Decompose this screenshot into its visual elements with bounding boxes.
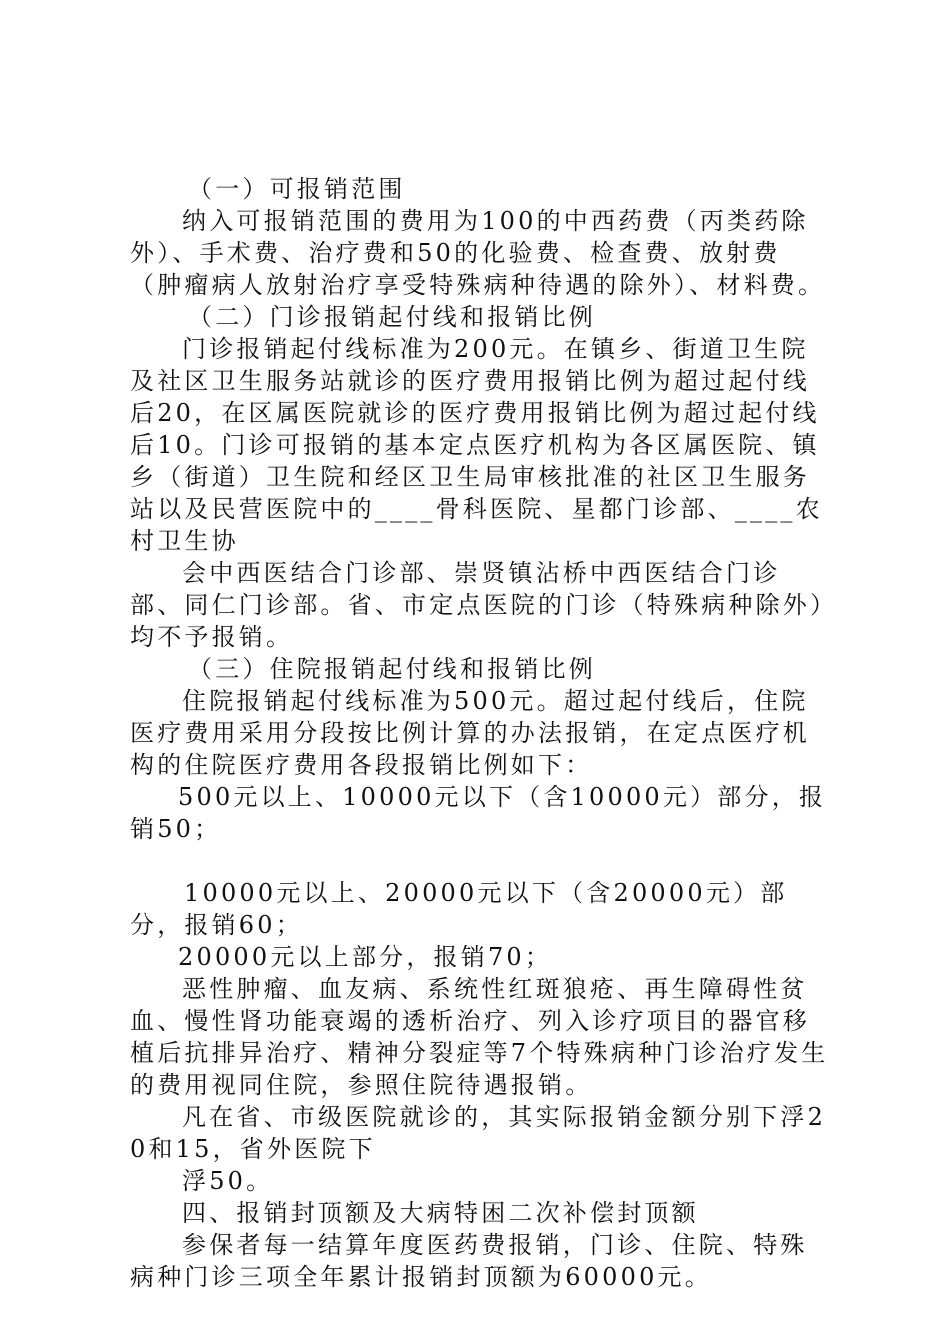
section-heading-outpatient: （二）门诊报销起付线和报销比例 — [188, 303, 596, 331]
paragraph-reimbursable-scope: 纳入可报销范围的费用为100的中西药费（丙类药除外）、手术费、治疗费和50的化验费、检查费、放射费（肿瘤病人放射治疗享受特殊病种待遇的除外）、材料费。 — [130, 207, 826, 299]
paragraph-inpatient: 住院报销起付线标准为500元。超过起付线后，住院医疗费用采用分段按比例计算的办法报销，在定点医疗机构的住院医疗费用各段报销比例如下： — [130, 687, 810, 779]
paragraph-cap: 参保者每一结算年度医药费报销，门诊、住院、特殊病种门诊三项全年累计报销封顶额为60000元。 — [130, 1231, 808, 1291]
tier-3-line: 20000元以上部分，报销70； — [178, 943, 553, 971]
document-body — [130, 173, 830, 1293]
paragraph-provincial-hospitals: 凡在省、市级医院就诊的，其实际报销金额分别下浮20和15，省外医院下 — [130, 1103, 827, 1163]
tier-2-line: 10000元以上、20000元以下（含20000元）部分，报销60； — [130, 879, 788, 939]
paragraph-outpatient: 门诊报销起付线标准为200元。在镇乡、街道卫生院及社区卫生服务站就诊的医疗费用报销比例为超过起付线后20，在区属医院就诊的医疗费用报销比例为超过起付线后10。门诊可报销的基本定点医疗机构为各区属医院、镇乡（街道）卫生院和经区卫生局审核批准的社区卫生服务站以及民营医院中的____骨科医院、星都门诊部、____农村卫生协 — [130, 335, 823, 555]
blank-line — [130, 845, 830, 877]
section-heading-inpatient: （三）住院报销起付线和报销比例 — [188, 655, 596, 683]
section-heading-reimbursable-scope: （一）可报销范围 — [188, 175, 406, 203]
paragraph-special-diseases: 恶性肿瘤、血友病、系统性红斑狼疮、再生障碍性贫血、慢性肾功能衰竭的透析治疗、列入诊疗项目的器官移植后抗排异治疗、精神分裂症等7个特殊病种门诊治疗发生的费用视同住院，参照住院待遇报销。 — [130, 975, 829, 1099]
section-heading-cap: 四、报销封顶额及大病特困二次补偿封顶额 — [182, 1199, 699, 1227]
tier-1-line: 500元以上、10000元以下（含10000元）部分，报销50； — [130, 783, 827, 843]
paragraph-provincial-hospitals-end: 浮50。 — [182, 1167, 274, 1195]
paragraph-outpatient-continued: 会中西医结合门诊部、崇贤镇沾桥中西医结合门诊部、同仁门诊部。省、市定点医院的门诊（特殊病种除外）均不予报销。 — [130, 559, 826, 651]
